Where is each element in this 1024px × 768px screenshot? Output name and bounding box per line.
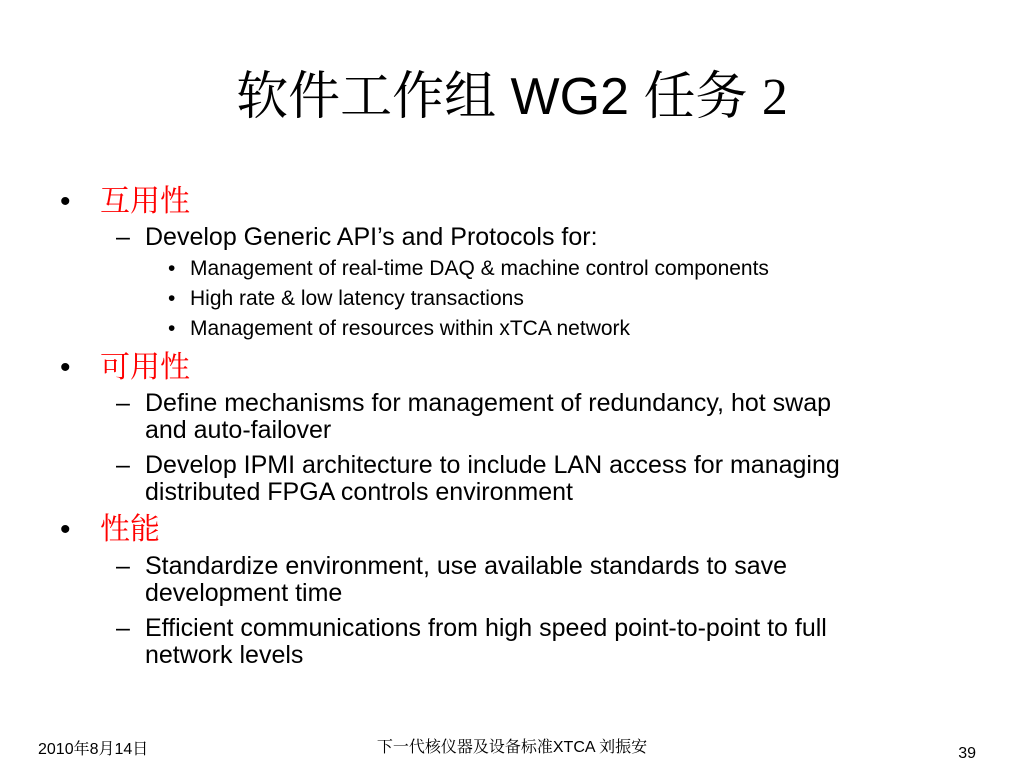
bullet-marker: • xyxy=(168,317,176,340)
dash-marker: – xyxy=(116,614,130,642)
title-task: 任务 xyxy=(643,67,748,127)
list-item xyxy=(116,615,827,669)
dash-marker: – xyxy=(116,223,130,251)
list-item-text: Develop Generic API’s and Protocols for: xyxy=(145,223,598,251)
section-heading-interoperability xyxy=(60,184,190,220)
list-item-text-continued: development time xyxy=(145,579,343,607)
list-item-text: Efficient communications from high speed point-to-point to full xyxy=(145,614,827,642)
sub-list-item xyxy=(168,286,524,312)
page-number: 39 xyxy=(958,745,976,762)
section-heading-text: 性能 xyxy=(100,513,160,546)
list-item-text-continued: distributed FPGA controls environment xyxy=(145,478,573,506)
list-item-text: Standardize environment, use available standards to save xyxy=(145,552,788,580)
sub-list-item-text: High rate & low latency transactions xyxy=(190,287,524,310)
footer-date: 2010年8月14日 xyxy=(38,741,149,758)
section-heading-text: 可用性 xyxy=(100,351,190,384)
title-number: 2 xyxy=(761,69,788,126)
sub-list-item xyxy=(168,256,769,282)
list-item-text: Develop IPMI architecture to include LAN access for managing xyxy=(145,451,840,479)
list-item xyxy=(116,452,840,506)
section-heading-text: 互用性 xyxy=(100,185,190,218)
bullet-marker: • xyxy=(168,287,176,310)
dash-marker: – xyxy=(116,451,130,479)
sub-list-item xyxy=(168,316,630,342)
bullet-marker: • xyxy=(60,351,71,384)
title-wg2: WG2 xyxy=(510,68,629,126)
section-heading-performance xyxy=(60,512,160,548)
bullet-marker: • xyxy=(60,185,71,218)
list-item-text-continued: and auto-failover xyxy=(145,416,332,444)
dash-marker: – xyxy=(116,552,130,580)
list-item xyxy=(116,224,598,251)
dash-marker: – xyxy=(116,389,130,417)
bullet-marker: • xyxy=(60,513,71,546)
list-item xyxy=(116,553,787,607)
sub-list-item-text: Management of real-time DAQ & machine control components xyxy=(190,257,769,280)
title-chinese: 软件工作组 xyxy=(236,67,497,127)
list-item-text: Define mechanisms for management of redundancy, hot swap xyxy=(145,389,832,417)
bullet-marker: • xyxy=(168,257,176,280)
section-heading-availability xyxy=(60,350,190,386)
footer-center-text: 下一代核仪器及设备标准XTCA 刘振安 xyxy=(376,739,648,756)
list-item xyxy=(116,390,831,444)
list-item-text-continued: network levels xyxy=(145,641,304,669)
sub-list-item-text: Management of resources within xTCA network xyxy=(190,317,631,340)
